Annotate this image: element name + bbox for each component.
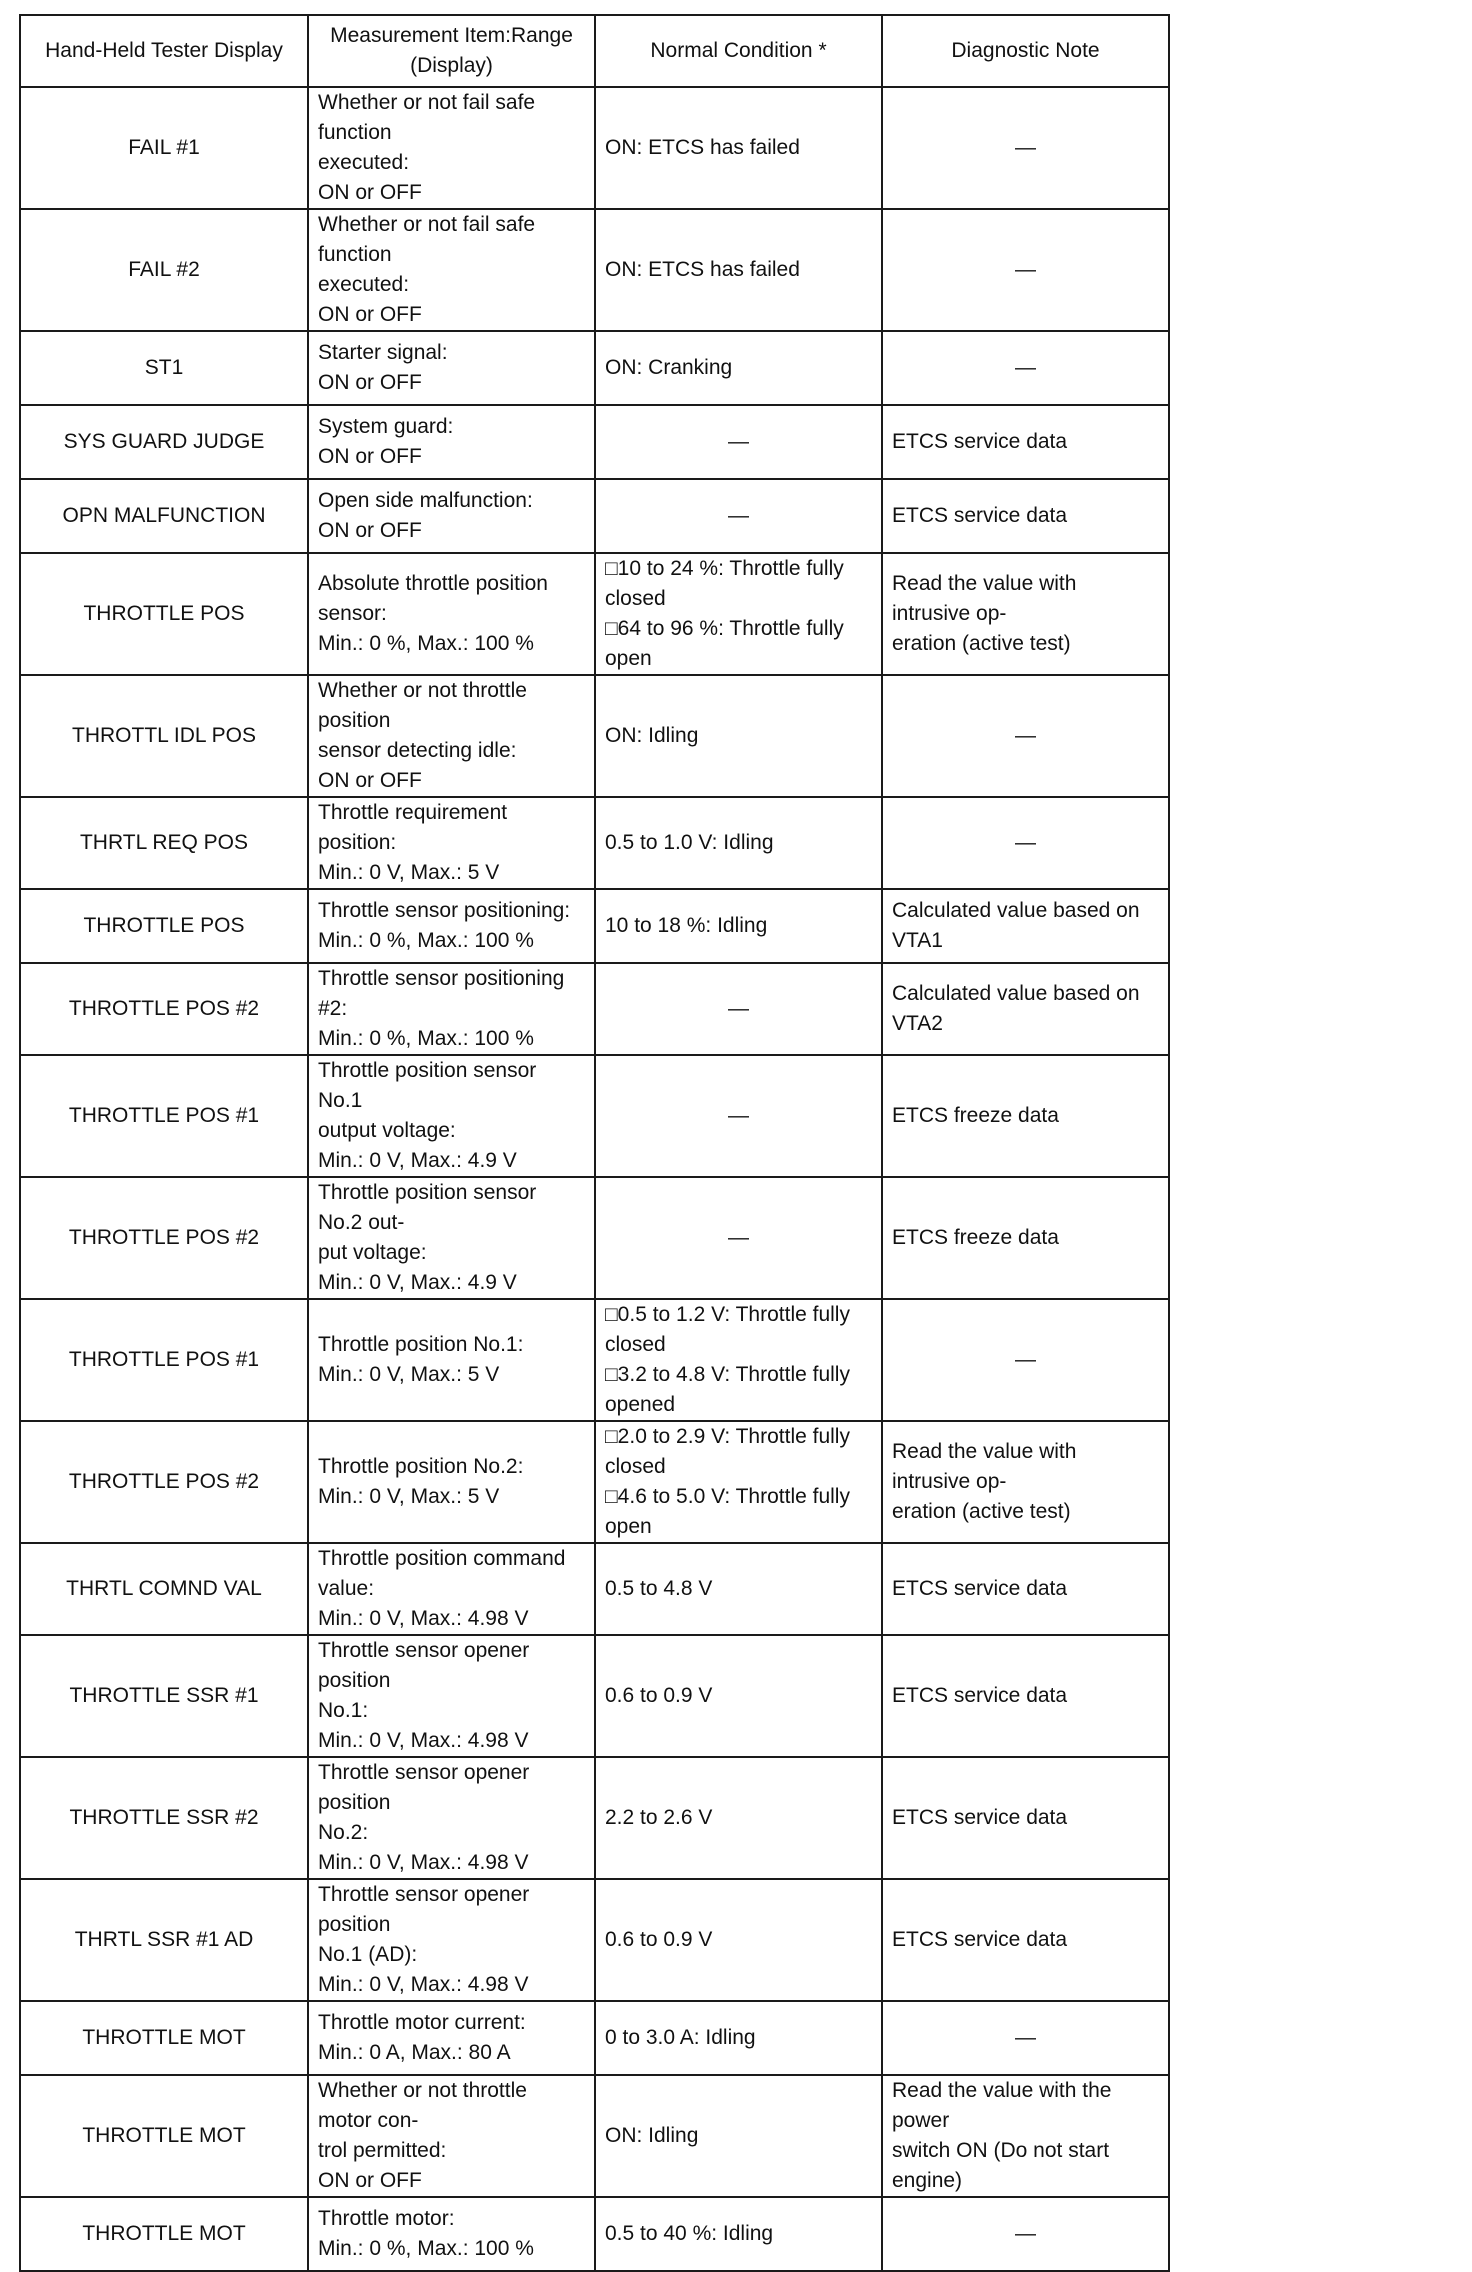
tester-display-cell: THROTTLE POS #2: [20, 1177, 308, 1299]
tester-display-cell: THROTTLE MOT: [20, 2075, 308, 2197]
measurement-cell: Whether or not fail safe function executed: ON or OFF: [308, 209, 595, 331]
header-measurement-item: Measurement Item:Range (Display): [308, 15, 595, 87]
tester-display-cell: THROTTLE SSR #1: [20, 1635, 308, 1757]
normal-condition-cell: □2.0 to 2.9 V: Throttle fully closed □4.6 to 5.0 V: Throttle fully open: [595, 1421, 882, 1543]
tester-display-cell: THROTTLE SSR #2: [20, 1757, 308, 1879]
diagnostic-note-cell: Read the value with intrusive op- eration (active test): [882, 553, 1169, 675]
table-row: [20, 1055, 1457, 1177]
table-row: [20, 2075, 1457, 2197]
table-row: [20, 1757, 1457, 1879]
measurement-cell: Throttle motor: Min.: 0 %, Max.: 100 %: [308, 2197, 595, 2271]
table-row: [20, 331, 1457, 405]
document-page: [19, 14, 1458, 2272]
measurement-cell: Throttle position No.2: Min.: 0 V, Max.: 5 V: [308, 1421, 595, 1543]
measurement-cell: Open side malfunction: ON or OFF: [308, 479, 595, 553]
table-row: [20, 209, 1457, 331]
normal-condition-cell: 10 to 18 %: Idling: [595, 889, 882, 963]
table-row: [20, 405, 1457, 479]
table-row: [20, 1299, 1457, 1421]
measurement-cell: Throttle sensor positioning: Min.: 0 %, Max.: 100 %: [308, 889, 595, 963]
measurement-cell: Throttle position command value: Min.: 0 V, Max.: 4.98 V: [308, 1543, 595, 1635]
tester-display-cell: THROTTLE MOT: [20, 2197, 308, 2271]
tester-display-cell: THRTL SSR #1 AD: [20, 1879, 308, 2001]
diagnostic-note-cell: Calculated value based on VTA1: [882, 889, 1169, 963]
diagnostic-note-cell: —: [882, 675, 1169, 797]
diagnostic-note-cell: Read the value with the power switch ON (Do not start engine): [882, 2075, 1169, 2197]
table-header-row: [20, 15, 1457, 87]
diagnostic-note-cell: —: [882, 2197, 1169, 2271]
normal-condition-cell: □0.5 to 1.2 V: Throttle fully closed □3.2 to 4.8 V: Throttle fully opened: [595, 1299, 882, 1421]
diagnostic-note-cell: ETCS service data: [882, 1543, 1169, 1635]
diagnostic-note-cell: ETCS freeze data: [882, 1177, 1169, 1299]
measurement-cell: Starter signal: ON or OFF: [308, 331, 595, 405]
normal-condition-cell: 0.5 to 4.8 V: [595, 1543, 882, 1635]
table-row: [20, 2197, 1457, 2271]
normal-condition-cell: 0.5 to 1.0 V: Idling: [595, 797, 882, 889]
diagnostic-note-cell: ETCS service data: [882, 479, 1169, 553]
tester-display-cell: THROTTL IDL POS: [20, 675, 308, 797]
diagnostic-note-cell: ETCS service data: [882, 1879, 1169, 2001]
measurement-cell: Throttle sensor opener position No.1 (AD): Min.: 0 V, Max.: 4.98 V: [308, 1879, 595, 2001]
normal-condition-cell: 0 to 3.0 A: Idling: [595, 2001, 882, 2075]
normal-condition-cell: ON: Idling: [595, 2075, 882, 2197]
measurement-cell: Throttle sensor positioning #2: Min.: 0 %, Max.: 100 %: [308, 963, 595, 1055]
normal-condition-cell: □10 to 24 %: Throttle fully closed □64 to 96 %: Throttle fully open: [595, 553, 882, 675]
table-row: [20, 479, 1457, 553]
measurement-cell: Throttle motor current: Min.: 0 A, Max.: 80 A: [308, 2001, 595, 2075]
diagnostic-note-cell: Read the value with intrusive op- eration (active test): [882, 1421, 1169, 1543]
normal-condition-cell: ON: ETCS has failed: [595, 87, 882, 209]
diagnostic-note-cell: ETCS service data: [882, 1635, 1169, 1757]
tester-display-cell: ST1: [20, 331, 308, 405]
diagnostic-note-cell: —: [882, 87, 1169, 209]
normal-condition-cell: ON: ETCS has failed: [595, 209, 882, 331]
tester-display-cell: FAIL #2: [20, 209, 308, 331]
table-row: [20, 889, 1457, 963]
measurement-cell: Throttle position No.1: Min.: 0 V, Max.: 5 V: [308, 1299, 595, 1421]
normal-condition-cell: —: [595, 1055, 882, 1177]
normal-condition-cell: —: [595, 1177, 882, 1299]
table-row: [20, 797, 1457, 889]
diagnostic-note-cell: ETCS service data: [882, 1757, 1169, 1879]
tester-display-cell: THROTTLE POS #2: [20, 963, 308, 1055]
table-row: [20, 675, 1457, 797]
tester-display-cell: OPN MALFUNCTION: [20, 479, 308, 553]
measurement-cell: Whether or not throttle position sensor detecting idle: ON or OFF: [308, 675, 595, 797]
table-row: [20, 87, 1457, 209]
table-row: [20, 1421, 1457, 1543]
normal-condition-cell: —: [595, 963, 882, 1055]
normal-condition-cell: —: [595, 405, 882, 479]
diagnostic-note-cell: —: [882, 797, 1169, 889]
normal-condition-cell: —: [595, 479, 882, 553]
table-row: [20, 1635, 1457, 1757]
diagnostic-note-cell: Calculated value based on VTA2: [882, 963, 1169, 1055]
tester-display-cell: THROTTLE POS #1: [20, 1299, 308, 1421]
normal-condition-cell: 0.5 to 40 %: Idling: [595, 2197, 882, 2271]
tester-display-cell: SYS GUARD JUDGE: [20, 405, 308, 479]
tester-display-cell: THRTL COMND VAL: [20, 1543, 308, 1635]
tester-display-cell: THROTTLE POS #1: [20, 1055, 308, 1177]
normal-condition-cell: ON: Cranking: [595, 331, 882, 405]
normal-condition-cell: 2.2 to 2.6 V: [595, 1757, 882, 1879]
tester-display-cell: FAIL #1: [20, 87, 308, 209]
measurement-cell: Throttle position sensor No.2 out- put voltage: Min.: 0 V, Max.: 4.9 V: [308, 1177, 595, 1299]
measurement-cell: Throttle position sensor No.1 output voltage: Min.: 0 V, Max.: 4.9 V: [308, 1055, 595, 1177]
measurement-cell: Throttle sensor opener position No.1: Min.: 0 V, Max.: 4.98 V: [308, 1635, 595, 1757]
diagnostic-note-cell: —: [882, 209, 1169, 331]
normal-condition-cell: 0.6 to 0.9 V: [595, 1879, 882, 2001]
tester-display-cell: THROTTLE POS #2: [20, 1421, 308, 1543]
header-tester-display: Hand-Held Tester Display: [20, 15, 308, 87]
measurement-cell: Throttle requirement position: Min.: 0 V, Max.: 5 V: [308, 797, 595, 889]
diagnostic-note-cell: —: [882, 1299, 1169, 1421]
measurement-cell: Whether or not fail safe function executed: ON or OFF: [308, 87, 595, 209]
table-row: [20, 1879, 1457, 2001]
diagnostic-note-cell: —: [882, 2001, 1169, 2075]
header-normal-condition: Normal Condition *: [595, 15, 882, 87]
diagnostic-note-cell: —: [882, 331, 1169, 405]
measurement-cell: Whether or not throttle motor con- trol permitted: ON or OFF: [308, 2075, 595, 2197]
diagnostic-note-cell: ETCS freeze data: [882, 1055, 1169, 1177]
measurement-cell: System guard: ON or OFF: [308, 405, 595, 479]
tester-display-cell: THRTL REQ POS: [20, 797, 308, 889]
tester-display-cell: THROTTLE POS: [20, 553, 308, 675]
tester-display-cell: THROTTLE POS: [20, 889, 308, 963]
measurement-cell: Throttle sensor opener position No.2: Min.: 0 V, Max.: 4.98 V: [308, 1757, 595, 1879]
table-row: [20, 2001, 1457, 2075]
tester-display-cell: THROTTLE MOT: [20, 2001, 308, 2075]
normal-condition-cell: 0.6 to 0.9 V: [595, 1635, 882, 1757]
header-diagnostic-note: Diagnostic Note: [882, 15, 1169, 87]
table-row: [20, 1177, 1457, 1299]
measurement-cell: Absolute throttle position sensor: Min.: 0 %, Max.: 100 %: [308, 553, 595, 675]
normal-condition-cell: ON: Idling: [595, 675, 882, 797]
table-row: [20, 1543, 1457, 1635]
diagnostic-data-table: [19, 14, 1458, 2272]
table-row: [20, 963, 1457, 1055]
table-row: [20, 553, 1457, 675]
diagnostic-note-cell: ETCS service data: [882, 405, 1169, 479]
